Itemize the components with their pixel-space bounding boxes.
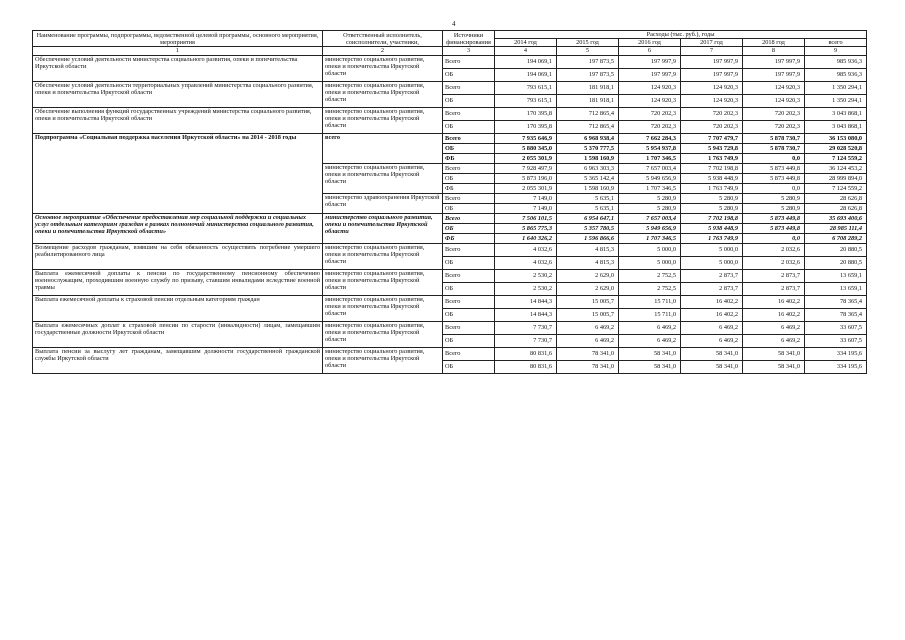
row-value: 7 702 198,8: [681, 163, 743, 173]
table-row: [33, 107, 867, 120]
row-value: 5 938 448,9: [681, 223, 743, 233]
row-responsible: всего: [323, 133, 443, 163]
row-value: 5 873 449,8: [743, 173, 805, 183]
row-value: 2 629,0: [557, 269, 619, 282]
row-value: 4 032,6: [495, 256, 557, 269]
row-value: 2 530,2: [495, 282, 557, 295]
budget-table: [32, 30, 867, 374]
row-responsible: министерство социального развития, опеки и попечительства Иркутской области: [323, 213, 443, 243]
row-value: 58 341,0: [681, 347, 743, 360]
row-name: Выплата ежемесячной доплаты к пенсии по государственному пенсионному обеспечению военнослужащим, проходившим военную службу по призыву, ставшим инвалидами вследствие военной травмы: [33, 269, 323, 295]
row-source: ФБ: [443, 233, 495, 243]
row-value: 5 865 775,3: [495, 223, 557, 233]
row-value: 2 032,6: [743, 256, 805, 269]
row-value: 5 000,0: [619, 256, 681, 269]
row-value: 5 943 729,8: [681, 143, 743, 153]
row-value: 28 985 111,4: [805, 223, 867, 233]
row-source: Всего: [443, 107, 495, 120]
row-value: 6 469,2: [743, 321, 805, 334]
row-value: 0,0: [743, 153, 805, 163]
row-source: ОБ: [443, 120, 495, 133]
row-value: 13 659,1: [805, 282, 867, 295]
row-value: 36 124 453,2: [805, 163, 867, 173]
row-value: 7 730,7: [495, 334, 557, 347]
row-value: 14 844,3: [495, 308, 557, 321]
row-value: 5 280,9: [619, 193, 681, 203]
row-value: 78 341,0: [557, 360, 619, 373]
row-value: 58 341,0: [619, 347, 681, 360]
row-value: 197 997,9: [743, 68, 805, 81]
row-value: 78 341,0: [557, 347, 619, 360]
table-row: [33, 55, 867, 68]
row-value: 20 880,5: [805, 243, 867, 256]
header-year: 2014 год: [495, 39, 557, 47]
row-value: 124 920,3: [619, 81, 681, 94]
row-value: 5 954 937,8: [619, 143, 681, 153]
row-value: 5 878 730,7: [743, 133, 805, 143]
row-value: 7 662 284,3: [619, 133, 681, 143]
row-responsible: министерство социального развития, опеки и попечительства Иркутской области: [323, 321, 443, 347]
row-value: 5 280,9: [681, 203, 743, 213]
row-value: 334 195,6: [805, 347, 867, 360]
row-source: ОБ: [443, 282, 495, 295]
row-value: 1 640 326,2: [495, 233, 557, 243]
row-value: 6 469,2: [681, 321, 743, 334]
col-number: 2: [323, 47, 443, 55]
row-value: 6 469,2: [557, 321, 619, 334]
row-value: 720 202,3: [681, 107, 743, 120]
row-value: 1 707 346,5: [619, 183, 681, 193]
col-number: 1: [33, 47, 323, 55]
row-source: Всего: [443, 295, 495, 308]
row-value: 2 629,0: [557, 282, 619, 295]
row-value: 712 865,4: [557, 107, 619, 120]
row-value: 6 708 289,2: [805, 233, 867, 243]
row-value: 1 350 294,1: [805, 94, 867, 107]
row-value: 1 598 160,9: [557, 183, 619, 193]
row-source: ОБ: [443, 223, 495, 233]
row-value: 5 873 449,8: [743, 213, 805, 223]
row-value: 197 997,9: [681, 55, 743, 68]
row-source: Всего: [443, 347, 495, 360]
row-value: 2 752,5: [619, 269, 681, 282]
row-value: 7 149,0: [495, 193, 557, 203]
header-year: 2016 год: [619, 39, 681, 47]
row-value: 35 693 400,6: [805, 213, 867, 223]
row-value: 793 615,1: [495, 81, 557, 94]
row-responsible: министерство социального развития, опеки и попечительства Иркутской области: [323, 295, 443, 321]
row-value: 793 615,1: [495, 94, 557, 107]
row-source: Всего: [443, 163, 495, 173]
row-value: 58 341,0: [681, 360, 743, 373]
col-number: 3: [443, 47, 495, 55]
row-value: 720 202,3: [619, 120, 681, 133]
table-row: [33, 133, 867, 143]
header-expenses: Расходы (тыс. руб.), годы: [495, 31, 867, 39]
row-value: 4 815,3: [557, 243, 619, 256]
row-value: 5 873 449,8: [743, 223, 805, 233]
header-year: 2015 год: [557, 39, 619, 47]
row-name: Выплата ежемесячных доплат к страховой пенсии по старости (инвалидности) лицам, замещавшим государственные должности Иркутской области: [33, 321, 323, 347]
row-value: 5 000,0: [681, 243, 743, 256]
row-value: 197 997,9: [743, 55, 805, 68]
header-year: 2017 год: [681, 39, 743, 47]
row-source: ОБ: [443, 360, 495, 373]
row-source: ОБ: [443, 256, 495, 269]
row-source: Всего: [443, 133, 495, 143]
row-name: Выплата ежемесячной доплаты к страховой пенсии отдельным категориям граждан: [33, 295, 323, 321]
table-row: [33, 347, 867, 360]
row-value: 6 469,2: [619, 334, 681, 347]
row-value: 5 365 142,4: [557, 173, 619, 183]
row-responsible: министерство социального развития, опеки и попечительства Иркутской области: [323, 107, 443, 133]
row-value: 1 763 749,9: [681, 233, 743, 243]
row-value: 5 635,1: [557, 203, 619, 213]
row-value: 7 657 003,4: [619, 213, 681, 223]
row-value: 720 202,3: [681, 120, 743, 133]
row-value: 197 873,5: [557, 68, 619, 81]
row-source: ОБ: [443, 143, 495, 153]
row-value: 712 865,4: [557, 120, 619, 133]
row-value: 6 954 647,1: [557, 213, 619, 223]
row-source: ОБ: [443, 173, 495, 183]
row-value: 15 711,0: [619, 295, 681, 308]
row-name: Обеспечение условий деятельности министерства социального развития, опеки и попечительства Иркутской области: [33, 55, 323, 81]
row-value: 36 153 080,0: [805, 133, 867, 143]
row-source: ФБ: [443, 183, 495, 193]
col-number: 8: [743, 47, 805, 55]
row-value: 124 920,3: [681, 81, 743, 94]
row-value: 5 949 656,9: [619, 223, 681, 233]
row-value: 58 341,0: [743, 347, 805, 360]
row-value: 2 530,2: [495, 269, 557, 282]
row-value: 6 469,2: [557, 334, 619, 347]
row-value: 194 069,1: [495, 55, 557, 68]
row-value: 16 402,2: [681, 308, 743, 321]
row-value: 2 873,7: [681, 282, 743, 295]
row-value: 29 028 520,8: [805, 143, 867, 153]
row-value: 7 657 003,4: [619, 163, 681, 173]
row-value: 124 920,3: [681, 94, 743, 107]
row-source: Всего: [443, 213, 495, 223]
row-value: 170 395,8: [495, 107, 557, 120]
row-source: ОБ: [443, 308, 495, 321]
row-value: 124 920,3: [743, 81, 805, 94]
row-source: ОБ: [443, 334, 495, 347]
row-value: 194 069,1: [495, 68, 557, 81]
row-value: 7 707 479,7: [681, 133, 743, 143]
row-value: 181 918,1: [557, 94, 619, 107]
row-value: 4 032,6: [495, 243, 557, 256]
row-value: 1 763 749,9: [681, 153, 743, 163]
header-source: Источники финансирования: [443, 31, 495, 47]
row-value: 80 831,6: [495, 360, 557, 373]
subprogram-name: Подпрограмма «Социальная поддержка населения Иркутской области» на 2014 - 2018 годы: [33, 133, 323, 213]
row-value: 13 659,1: [805, 269, 867, 282]
row-responsible: министерство социального развития, опеки и попечительства Иркутской области: [323, 269, 443, 295]
row-value: 720 202,3: [743, 107, 805, 120]
row-value: 2 873,7: [743, 269, 805, 282]
row-value: 7 124 559,2: [805, 183, 867, 193]
row-value: 33 607,5: [805, 321, 867, 334]
row-value: 0,0: [743, 183, 805, 193]
row-value: 7 928 497,9: [495, 163, 557, 173]
row-value: 5 280,9: [619, 203, 681, 213]
row-name: Основное мероприятие «Обеспечение предоставления мер социальной поддержки и социальных услуг отдельным категориям граждан в рамках полномочий министерства социального развития, опеки и попечительства Иркутской области»: [33, 213, 323, 243]
row-value: 2 752,5: [619, 282, 681, 295]
row-value: 20 880,5: [805, 256, 867, 269]
row-value: 2 873,7: [743, 282, 805, 295]
col-number: 4: [495, 47, 557, 55]
row-value: 2 055 301,9: [495, 153, 557, 163]
row-value: 28 626,8: [805, 203, 867, 213]
row-value: 985 936,3: [805, 55, 867, 68]
header-responsible: Ответственный исполнитель, соисполнители, участники,: [323, 31, 443, 47]
row-value: 28 626,8: [805, 193, 867, 203]
row-value: 16 402,2: [743, 308, 805, 321]
row-value: 124 920,3: [619, 94, 681, 107]
row-value: 4 815,3: [557, 256, 619, 269]
row-value: 6 469,2: [681, 334, 743, 347]
page-number: 4: [452, 20, 456, 28]
row-value: 5 000,0: [619, 243, 681, 256]
row-value: 16 402,2: [681, 295, 743, 308]
row-value: 14 844,3: [495, 295, 557, 308]
row-value: 170 395,8: [495, 120, 557, 133]
row-value: 1 596 866,6: [557, 233, 619, 243]
row-value: 5 357 780,5: [557, 223, 619, 233]
row-value: 197 997,9: [681, 68, 743, 81]
row-name: Обеспечение условий деятельности территориальных управлений министерства социального развития, опеки и попечительства Иркутской области: [33, 81, 323, 107]
row-value: 181 918,1: [557, 81, 619, 94]
row-value: 1 598 160,9: [557, 153, 619, 163]
row-value: 2 032,6: [743, 243, 805, 256]
row-value: 5 280,9: [743, 193, 805, 203]
row-value: 7 506 101,5: [495, 213, 557, 223]
row-value: 7 730,7: [495, 321, 557, 334]
row-value: 15 711,0: [619, 308, 681, 321]
row-value: 5 878 730,7: [743, 143, 805, 153]
table-row: [33, 243, 867, 256]
header-name: Наименование программы, подпрограммы, ведомственной целевой программы, основного мероприятия, мероприятия: [33, 31, 323, 47]
row-value: 58 341,0: [743, 360, 805, 373]
row-responsible: министерство социального развития, опеки и попечительства Иркутской области: [323, 55, 443, 81]
row-value: 58 341,0: [619, 360, 681, 373]
row-source: Всего: [443, 55, 495, 68]
table-row: [33, 295, 867, 308]
row-value: 6 469,2: [743, 334, 805, 347]
row-source: ОБ: [443, 94, 495, 107]
row-responsible: министерство социального развития, опеки и попечительства Иркутской области: [323, 347, 443, 373]
row-value: 78 365,4: [805, 308, 867, 321]
row-value: 334 195,6: [805, 360, 867, 373]
table-row: [33, 321, 867, 334]
row-value: 15 005,7: [557, 295, 619, 308]
row-value: 5 873 449,8: [743, 163, 805, 173]
row-value: 5 873 196,0: [495, 173, 557, 183]
row-value: 5 938 448,9: [681, 173, 743, 183]
row-source: ФБ: [443, 153, 495, 163]
row-value: 1 763 749,9: [681, 183, 743, 193]
row-responsible: министерство социального развития, опеки и попечительства Иркутской области: [323, 243, 443, 269]
row-value: 2 055 301,9: [495, 183, 557, 193]
row-value: 5 949 656,9: [619, 173, 681, 183]
row-value: 6 963 303,3: [557, 163, 619, 173]
row-source: ОБ: [443, 203, 495, 213]
row-value: 3 043 868,1: [805, 120, 867, 133]
header-year-total: всего: [805, 39, 867, 47]
row-value: 124 920,3: [743, 94, 805, 107]
table-row: [33, 81, 867, 94]
row-value: 7 702 198,8: [681, 213, 743, 223]
row-value: 197 997,9: [619, 55, 681, 68]
row-source: ОБ: [443, 68, 495, 81]
row-source: Всего: [443, 243, 495, 256]
row-value: 5 880 345,0: [495, 143, 557, 153]
row-responsible: министерство социального развития, опеки и попечительства Иркутской области: [323, 81, 443, 107]
col-number: 6: [619, 47, 681, 55]
row-value: 7 935 646,9: [495, 133, 557, 143]
row-responsible: министерство социального развития, опеки и попечительства Иркутской области: [323, 163, 443, 193]
row-value: 985 936,3: [805, 68, 867, 81]
row-value: 28 999 894,0: [805, 173, 867, 183]
row-value: 720 202,3: [619, 107, 681, 120]
row-source: Всего: [443, 81, 495, 94]
row-value: 33 607,5: [805, 334, 867, 347]
row-value: 1 707 346,5: [619, 233, 681, 243]
row-value: 15 005,7: [557, 308, 619, 321]
row-value: 6 968 938,4: [557, 133, 619, 143]
row-value: 5 635,1: [557, 193, 619, 203]
row-value: 5 370 777,5: [557, 143, 619, 153]
row-value: 16 402,2: [743, 295, 805, 308]
table-row: [33, 213, 867, 223]
row-value: 5 000,0: [681, 256, 743, 269]
row-name: Выплата пенсии за выслугу лет гражданам, замещавшим должности государственной гражданской службы Иркутской области: [33, 347, 323, 373]
row-value: 5 280,9: [681, 193, 743, 203]
row-name: Обеспечение выполнения функций государственных учреждений министерства социального развития, опеки и попечительства Иркутской области: [33, 107, 323, 133]
row-value: 6 469,2: [619, 321, 681, 334]
col-number: 5: [557, 47, 619, 55]
col-number: 9: [805, 47, 867, 55]
row-value: 7 149,0: [495, 203, 557, 213]
row-value: 197 873,5: [557, 55, 619, 68]
row-responsible: министерство здравоохранения Иркутской области: [323, 193, 443, 213]
row-value: 1 350 294,1: [805, 81, 867, 94]
header-year: 2018 год: [743, 39, 805, 47]
row-value: 720 202,3: [743, 120, 805, 133]
row-value: 2 873,7: [681, 269, 743, 282]
row-value: 1 707 346,5: [619, 153, 681, 163]
col-number: 7: [681, 47, 743, 55]
row-value: 78 365,4: [805, 295, 867, 308]
row-source: Всего: [443, 193, 495, 203]
row-value: 5 280,9: [743, 203, 805, 213]
row-source: Всего: [443, 269, 495, 282]
row-value: 7 124 559,2: [805, 153, 867, 163]
row-value: 0,0: [743, 233, 805, 243]
row-value: 197 997,9: [619, 68, 681, 81]
row-value: 3 043 868,1: [805, 107, 867, 120]
row-name: Возмещение расходов гражданам, взявшим на себя обязанность осуществить погребение умершего реабилитированного лица: [33, 243, 323, 269]
row-source: Всего: [443, 321, 495, 334]
row-value: 80 831,6: [495, 347, 557, 360]
table-row: [33, 269, 867, 282]
